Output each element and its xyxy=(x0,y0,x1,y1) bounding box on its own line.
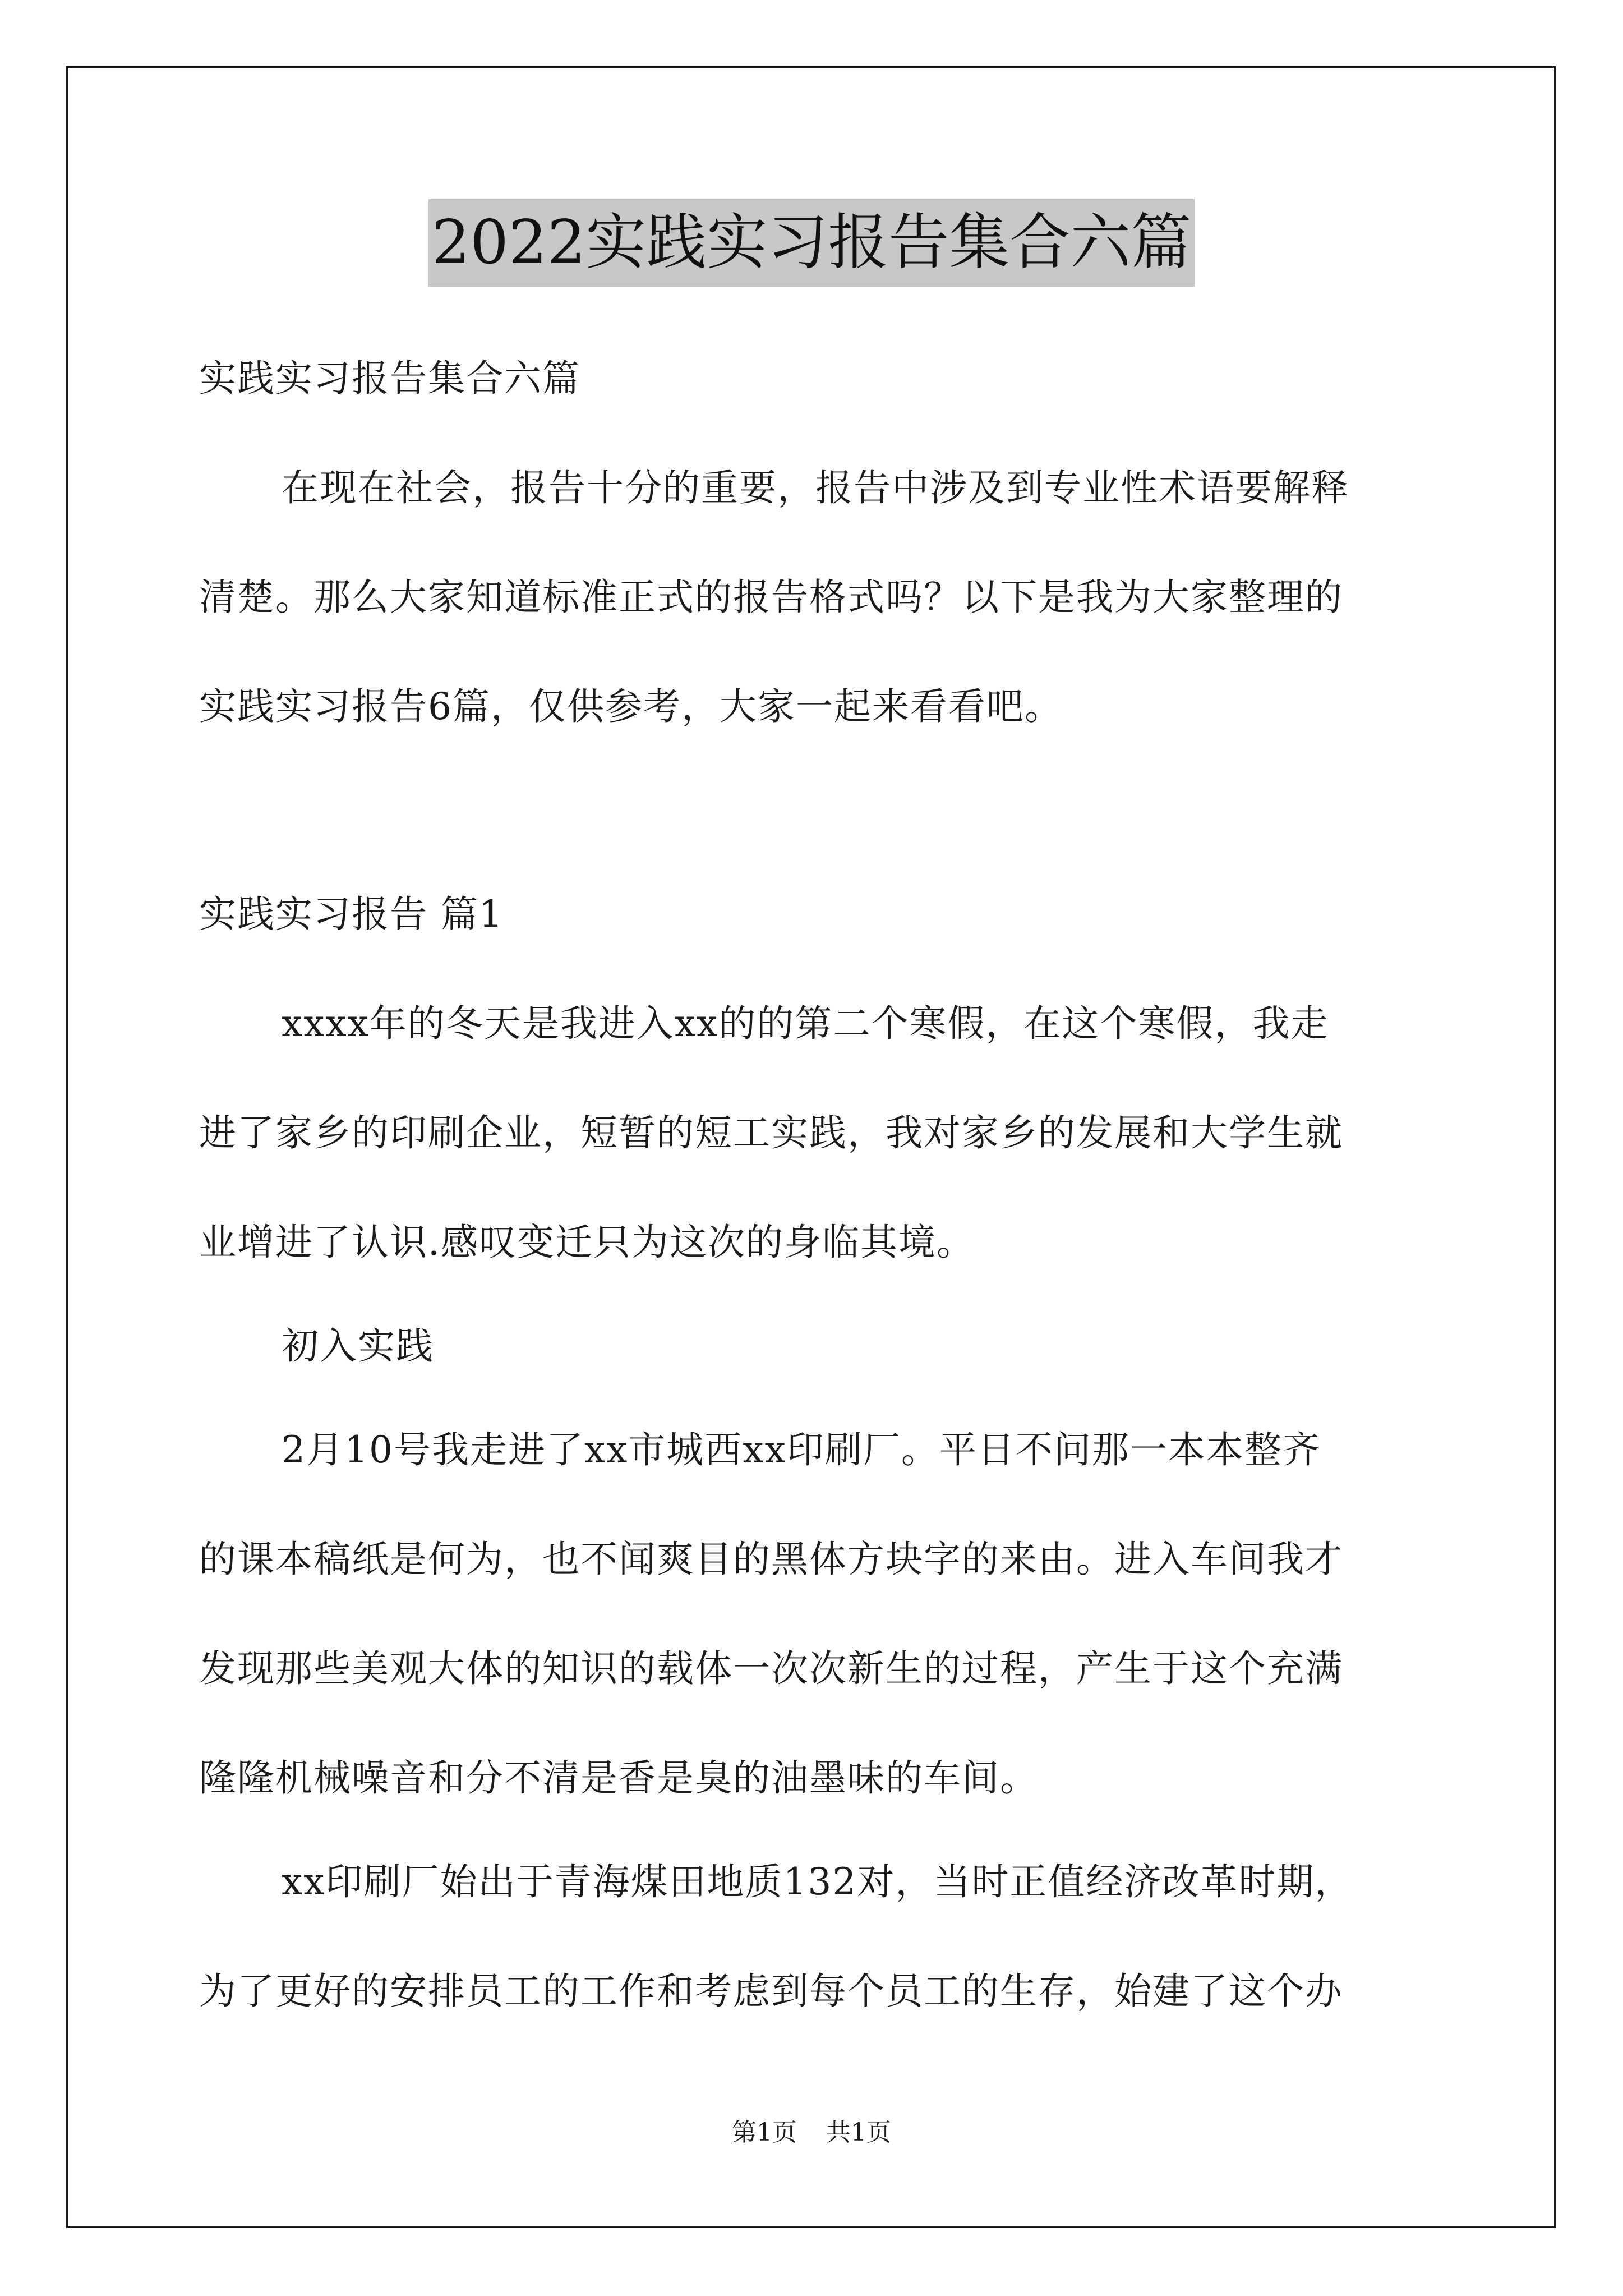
document-subtitle: 实践实习报告集合六篇 xyxy=(199,357,580,400)
paragraph-line: 为了更好的安排员工的工作和考虑到每个员工的生存，始建了这个办 xyxy=(199,1970,1343,2013)
paragraph-line: xxxx年的冬天是我进入xx的的第二个寒假，在这个寒假，我走 xyxy=(282,1002,1329,1045)
paragraph-line: xx印刷厂始出于青海煤田地质132对，当时正值经济改革时期， xyxy=(282,1860,1353,1903)
paragraph-line: 隆隆机械噪音和分不清是香是臭的油墨味的车间。 xyxy=(199,1756,1038,1800)
paragraph-line: 发现那些美观大体的知识的载体一次次新生的过程，产生于这个充满 xyxy=(199,1647,1343,1690)
document-title: 2022实践实习报告集合六篇 xyxy=(428,199,1195,287)
paragraph-line: 进了家乡的印刷企业，短暂的短工实践，我对家乡的发展和大学生就 xyxy=(199,1111,1343,1154)
intro-line: 清楚。那么大家知道标准正式的报告格式吗？以下是我为大家整理的 xyxy=(199,576,1343,619)
page-number-total: 共1页 xyxy=(826,2118,891,2147)
section-heading: 实践实习报告 篇1 xyxy=(199,892,504,936)
page-footer xyxy=(0,2116,1623,2150)
intro-line: 实践实习报告6篇，仅供参考，大家一起来看看吧。 xyxy=(199,685,1063,728)
paragraph-line: 业增进了认识.感叹变迁只为这次的身临其境。 xyxy=(199,1221,975,1264)
paragraph-line: 2月10号我走进了xx市城西xx印刷厂。平日不问那一本本整齐 xyxy=(282,1428,1321,1471)
intro-line: 在现在社会，报告十分的重要，报告中涉及到专业性术语要解释 xyxy=(282,466,1349,509)
title-container xyxy=(0,199,1623,287)
paragraph-line: 的课本稿纸是何为，也不闻爽目的黑体方块字的来由。进入车间我才 xyxy=(199,1538,1343,1581)
subheading: 初入实践 xyxy=(282,1324,434,1368)
page-number-current: 第1页 xyxy=(732,2118,797,2147)
